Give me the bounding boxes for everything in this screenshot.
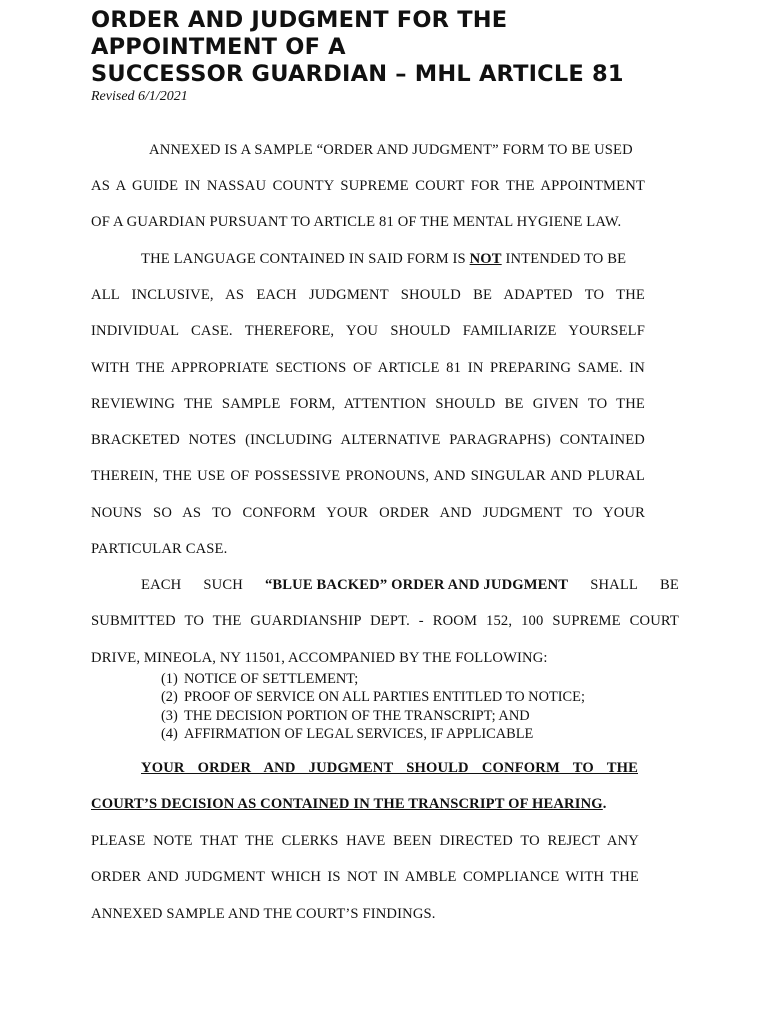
para3-line1 [141, 577, 679, 594]
para2-line2: ALL INCLUSIVE, AS EACH JUDGMENT SHOULD BE ADAPTED TO THE [91, 287, 645, 303]
title-line-3: SUCCESSOR GUARDIAN – MHL ARTICLE 81 [91, 61, 624, 87]
list-item [161, 708, 530, 725]
list-item-text: THE DECISION PORTION OF THE TRANSCRIPT; AND [184, 708, 530, 724]
para1-line1: ANNEXED IS A SAMPLE “ORDER AND JUDGMENT” FORM TO BE USED [149, 142, 633, 158]
para3-word-be: BE [660, 577, 679, 593]
para2-line9: PARTICULAR CASE. [91, 541, 228, 557]
para1-line2: AS A GUIDE IN NASSAU COUNTY SUPREME COURT FOR THE APPOINTMENT [91, 178, 645, 194]
para4-line4: ORDER AND JUDGMENT WHICH IS NOT IN AMBLE COMPLIANCE WITH THE [91, 869, 639, 885]
list-item-number: (3) [161, 708, 178, 724]
list-item-number: (2) [161, 689, 178, 705]
para3-word-each: EACH [141, 577, 182, 593]
para2-line4: WITH THE APPROPRIATE SECTIONS OF ARTICLE 81 IN PREPARING SAME. IN [91, 360, 645, 376]
para4-line2 [91, 796, 607, 813]
list-item-number: (1) [161, 671, 178, 687]
para4-line3: PLEASE NOTE THAT THE CLERKS HAVE BEEN DIRECTED TO REJECT ANY [91, 833, 639, 849]
list-item [161, 689, 585, 706]
para2-line7: THEREIN, THE USE OF POSSESSIVE PRONOUNS, AND SINGULAR AND PLURAL [91, 468, 645, 484]
para3-line2: SUBMITTED TO THE GUARDIANSHIP DEPT. - ROOM 152, 100 SUPREME COURT [91, 613, 679, 629]
para2-line8: NOUNS SO AS TO CONFORM YOUR ORDER AND JUDGMENT TO YOUR [91, 505, 645, 521]
list-item-number: (4) [161, 726, 178, 742]
revision-date: Revised 6/1/2021 [91, 89, 188, 104]
para3-line3: DRIVE, MINEOLA, NY 11501, ACCOMPANIED BY THE FOLLOWING: [91, 650, 548, 666]
list-item-text: AFFIRMATION OF LEGAL SERVICES, IF APPLICABLE [184, 726, 534, 742]
title-line-2: APPOINTMENT OF A [91, 34, 346, 60]
blue-backed-phrase: “BLUE BACKED” ORDER AND JUDGMENT [264, 577, 569, 593]
para4-line1 [141, 760, 638, 777]
para4-line2-period: . [602, 796, 607, 812]
court-decision-phrase: COURT’S DECISION AS CONTAINED IN THE TRANSCRIPT OF HEARING [91, 796, 603, 812]
emphasis-not: NOT [469, 251, 502, 267]
para1-line3: OF A GUARDIAN PURSUANT TO ARTICLE 81 OF THE MENTAL HYGIENE LAW. [91, 214, 622, 230]
list-item [161, 671, 358, 688]
para2-line6: BRACKETED NOTES (INCLUDING ALTERNATIVE PARAGRAPHS) CONTAINED [91, 432, 645, 448]
para3-word-shall: SHALL [590, 577, 638, 593]
para4-line5: ANNEXED SAMPLE AND THE COURT’S FINDINGS. [91, 906, 436, 922]
list-item [161, 726, 533, 743]
para3-word-such: SUCH [203, 577, 243, 593]
conform-notice: YOUR ORDER AND JUDGMENT SHOULD CONFORM TO THE [141, 760, 638, 776]
para2-line3: INDIVIDUAL CASE. THEREFORE, YOU SHOULD FAMILIARIZE YOURSELF [91, 323, 645, 339]
para2-line1 [141, 251, 626, 268]
para2-line1-before: THE LANGUAGE CONTAINED IN SAID FORM IS [141, 251, 466, 267]
para2-line5: REVIEWING THE SAMPLE FORM, ATTENTION SHOULD BE GIVEN TO THE [91, 396, 645, 412]
para2-line1-after: INTENDED TO BE [505, 251, 627, 267]
title-line-1: ORDER AND JUDGMENT FOR THE [91, 7, 508, 33]
document-title [91, 7, 624, 88]
list-item-text: PROOF OF SERVICE ON ALL PARTIES ENTITLED TO NOTICE; [184, 689, 585, 705]
list-item-text: NOTICE OF SETTLEMENT; [184, 671, 359, 687]
